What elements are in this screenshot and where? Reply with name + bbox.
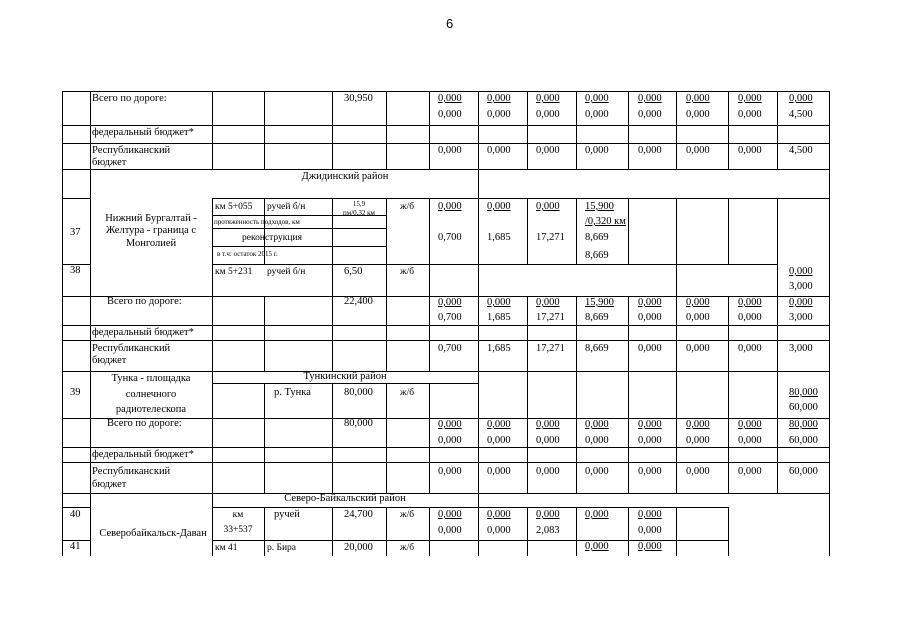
- republic-value: 17,271: [536, 343, 565, 354]
- value-bottom: 0,000: [585, 435, 609, 446]
- grid-line: [676, 371, 677, 418]
- value-bottom: 4,500: [789, 109, 813, 120]
- grid-line: [777, 198, 778, 296]
- length: 6,50: [344, 266, 363, 277]
- road-name: Монголией: [125, 238, 177, 249]
- value-bottom: 0,000: [738, 109, 762, 120]
- value-bottom: 17,271: [536, 312, 565, 323]
- grid-line: [478, 493, 479, 556]
- grid-line: [728, 296, 729, 371]
- republic-value: 0,000: [536, 466, 560, 477]
- row-total-label: Всего по дороге:: [92, 93, 167, 104]
- value-bottom: 0,000: [686, 435, 710, 446]
- value-bottom: 0,000: [438, 525, 462, 536]
- grid-line: [676, 198, 677, 296]
- value-bottom: 0,000: [585, 109, 609, 120]
- grid-line: [576, 418, 577, 493]
- row-number: 37: [70, 227, 81, 238]
- grid-line: [628, 507, 629, 556]
- grid-line: [429, 296, 430, 371]
- republic-value: 0,000: [536, 145, 560, 156]
- grid-line: [676, 91, 677, 169]
- grid-line: [728, 198, 729, 264]
- grid-line: [62, 169, 829, 170]
- length: 20,000: [344, 542, 373, 553]
- road-name: Желтура - граница с: [105, 225, 197, 236]
- length: 24,700: [344, 509, 373, 520]
- length: 80,000: [344, 387, 373, 398]
- value-top: 15,900: [585, 297, 614, 308]
- grid-line: [62, 507, 90, 508]
- grid-line: [628, 371, 629, 418]
- object-name: ручей б/н: [267, 267, 306, 277]
- row-number: 39: [70, 387, 81, 398]
- republic-value: 1,685: [487, 343, 511, 354]
- road-name: Северобайкальск-Даван: [99, 528, 207, 539]
- remainder-note: в т.ч: остаток 2015 г.: [217, 250, 278, 258]
- republic-value: 0,000: [686, 145, 710, 156]
- grid-line: [777, 296, 778, 371]
- republic-value: 60,000: [789, 466, 818, 477]
- grid-line: [576, 507, 577, 556]
- grid-line: [332, 296, 333, 371]
- grid-line: [576, 198, 577, 264]
- value-top: 0,000: [487, 201, 511, 212]
- value-top: 0,000: [638, 541, 662, 552]
- value-top: 0,000: [638, 509, 662, 520]
- value-bottom: 0,000: [487, 525, 511, 536]
- grid-line: [576, 296, 577, 371]
- republic-value: 3,000: [789, 343, 813, 354]
- republic-budget-label: Республиканский: [92, 145, 171, 156]
- grid-line: [90, 296, 91, 371]
- value-top: 0,000: [738, 93, 762, 104]
- grid-line: [628, 198, 629, 264]
- grid-line: [264, 507, 265, 556]
- value-bottom: 0,000: [638, 109, 662, 120]
- value-top: 0,000: [738, 297, 762, 308]
- road-name: Тунка - площадка: [111, 373, 191, 384]
- grid-line: [90, 493, 91, 556]
- grid-line: [478, 371, 479, 418]
- value-bottom: 3,000: [789, 281, 813, 292]
- value-bottom: 60,000: [789, 435, 818, 446]
- grid-line: [332, 91, 333, 169]
- republic-value: 0,000: [686, 466, 710, 477]
- republic-budget-label: бюджет: [92, 479, 127, 490]
- work-type: реконструкция: [242, 233, 302, 243]
- grid-line: [62, 91, 829, 92]
- value-top: 0,000: [738, 419, 762, 430]
- grid-line: [212, 418, 213, 493]
- value-top: 0,000: [487, 297, 511, 308]
- value-top: 0,000: [638, 297, 662, 308]
- budget-table: [62, 91, 829, 556]
- value-top: 0,000: [438, 509, 462, 520]
- value-bottom: 3,000: [789, 312, 813, 323]
- value-top: 0,000: [585, 509, 609, 520]
- value-top: 0,000: [536, 509, 560, 520]
- row-total-value: 30,950: [344, 93, 373, 104]
- republic-value: 0,000: [638, 145, 662, 156]
- grid-line: [728, 371, 729, 418]
- row-number: 38: [70, 265, 81, 276]
- value-top: 0,000: [438, 297, 462, 308]
- grid-line: [676, 296, 677, 371]
- grid-line: [264, 383, 265, 418]
- bridge-type: ж/б: [400, 543, 415, 553]
- object-name: ручей: [274, 509, 300, 520]
- value-top: 0,000: [487, 93, 511, 104]
- value-bottom: 0,000: [438, 435, 462, 446]
- grid-line: [527, 418, 528, 493]
- republic-value: 0,000: [686, 343, 710, 354]
- value-bottom: 0,000: [686, 109, 710, 120]
- value-top: 80,000: [789, 387, 818, 398]
- km-label: км 5+231: [215, 267, 253, 277]
- value-bottom: 0,000: [487, 109, 511, 120]
- value-bottom: 8,669: [585, 312, 609, 323]
- grid-line: [386, 91, 387, 169]
- grid-line: [212, 507, 478, 508]
- grid-line: [62, 340, 829, 341]
- km-label: 33+537: [223, 525, 253, 535]
- grid-line: [212, 91, 213, 169]
- republic-budget-label: Республиканский: [92, 343, 171, 354]
- grid-line: [527, 371, 528, 418]
- value-top: 0,000: [487, 419, 511, 430]
- road-name: Нижний Бургалтай -: [105, 213, 197, 224]
- grid-line: [332, 383, 333, 418]
- value-bottom: 0,000: [536, 435, 560, 446]
- grid-line: [527, 198, 528, 264]
- grid-line: [212, 198, 829, 199]
- grid-line: [829, 91, 830, 556]
- grid-line: [676, 418, 677, 493]
- republic-value: 8,669: [585, 343, 609, 354]
- grid-line: [728, 507, 729, 556]
- grid-line: [212, 296, 213, 371]
- object-name: ручей б/н: [267, 202, 306, 212]
- value-top: 0,000: [487, 509, 511, 520]
- grid-line: [429, 507, 430, 556]
- value-top: 0,000: [789, 297, 813, 308]
- bridge-type: ж/б: [400, 267, 415, 277]
- road-name: солнечного: [125, 389, 177, 400]
- grid-line: [478, 169, 479, 296]
- value-bottom: 0,000: [738, 312, 762, 323]
- bridge-type: ж/б: [400, 388, 415, 398]
- republic-value: 0,700: [438, 343, 462, 354]
- value-bottom: 0,000: [638, 435, 662, 446]
- grid-line: [212, 228, 386, 229]
- value-top: 15,900: [585, 201, 614, 212]
- value-bottom: 0,000: [438, 109, 462, 120]
- value-bottom: 0,000: [638, 312, 662, 323]
- value-top: 0,000: [585, 419, 609, 430]
- grid-line: [90, 418, 91, 493]
- value-top: 0,000: [686, 419, 710, 430]
- district-title: Джидинский район: [301, 171, 389, 182]
- republic-value: 0,000: [487, 466, 511, 477]
- republic-budget-label: бюджет: [92, 157, 127, 168]
- value-top: 0,000: [536, 201, 560, 212]
- grid-line: [777, 418, 778, 493]
- value-bottom: 0,700: [438, 232, 462, 243]
- grid-line: [478, 418, 479, 493]
- grid-line: [429, 383, 430, 418]
- grid-line: [62, 462, 829, 463]
- grid-line: [628, 418, 629, 493]
- length: 15,9: [352, 200, 366, 208]
- row-number: 41: [70, 541, 81, 552]
- republic-value: 0,000: [738, 145, 762, 156]
- value-top: 0,000: [536, 297, 560, 308]
- value-top: 0,000: [789, 266, 813, 277]
- republic-value: 0,000: [585, 466, 609, 477]
- value-top: 0,000: [686, 297, 710, 308]
- value-bottom: 8,669: [585, 232, 609, 243]
- grid-line: [386, 296, 387, 371]
- republic-budget-label: бюджет: [92, 355, 127, 366]
- value-top: 0,000: [686, 93, 710, 104]
- value-top: 0,000: [536, 93, 560, 104]
- grid-line: [777, 371, 778, 418]
- km-label: км 41: [215, 543, 238, 553]
- row-total-value: 22,400: [344, 296, 373, 307]
- grid-line: [62, 143, 829, 144]
- grid-line: [728, 418, 729, 493]
- grid-line: [429, 198, 430, 296]
- value-bottom: 1,685: [487, 312, 511, 323]
- value-top: 0,000: [585, 541, 609, 552]
- grid-line: [576, 371, 577, 418]
- republic-value: 0,000: [738, 343, 762, 354]
- value-bottom: 0,000: [686, 312, 710, 323]
- grid-line: [212, 198, 213, 296]
- grid-line: [264, 296, 265, 371]
- grid-line: [332, 507, 333, 556]
- row-total-label: Всего по дороге:: [107, 418, 182, 429]
- value-top: 0,000: [585, 93, 609, 104]
- grid-line: [676, 507, 677, 556]
- bridge-type: ж/б: [400, 510, 415, 520]
- grid-line: [728, 91, 729, 169]
- grid-line: [62, 325, 829, 326]
- value-bottom: 0,000: [536, 109, 560, 120]
- value-bottom: 60,000: [789, 402, 818, 413]
- grid-line: [429, 418, 430, 493]
- grid-line: [628, 91, 629, 169]
- row-number: 40: [70, 509, 81, 520]
- approach-note: протяженность подходов, км: [214, 218, 300, 226]
- value-top: /0,320 км: [585, 216, 626, 227]
- republic-value: 0,000: [585, 145, 609, 156]
- road-name: радиотелескопа: [115, 404, 187, 415]
- grid-line: [527, 91, 528, 169]
- value-bottom: 1,685: [487, 232, 511, 243]
- republic-value: 0,000: [738, 466, 762, 477]
- value-top: 0,000: [638, 419, 662, 430]
- grid-line: [62, 198, 90, 199]
- object-name: р. Тунка: [274, 387, 311, 398]
- grid-line: [212, 264, 778, 265]
- grid-line: [777, 91, 778, 169]
- federal-budget-label: федеральный бюджет*: [92, 127, 194, 138]
- grid-line: [264, 91, 265, 169]
- grid-line: [62, 91, 63, 556]
- value-bottom: 17,271: [536, 232, 565, 243]
- value-top: 0,000: [438, 419, 462, 430]
- value-bottom: 0,000: [487, 435, 511, 446]
- grid-line: [62, 125, 829, 126]
- value-top: 0,000: [438, 93, 462, 104]
- grid-line: [429, 91, 430, 169]
- value-top: 0,000: [536, 419, 560, 430]
- km-label: км 5+055: [215, 202, 253, 212]
- km-label: км: [232, 510, 244, 520]
- page-number: 6: [446, 16, 454, 31]
- grid-line: [527, 296, 528, 371]
- federal-budget-label: федеральный бюджет*: [92, 327, 194, 338]
- republic-value: 0,000: [438, 145, 462, 156]
- republic-value: 0,000: [438, 466, 462, 477]
- grid-line: [576, 91, 577, 169]
- grid-line: [527, 507, 528, 556]
- grid-line: [212, 383, 478, 384]
- grid-line: [478, 507, 728, 508]
- grid-line: [386, 198, 387, 296]
- grid-line: [386, 507, 387, 556]
- grid-line: [212, 246, 386, 247]
- district-title: Тункинский район: [303, 371, 387, 382]
- grid-line: [90, 91, 91, 169]
- row-total-label: Всего по дороге:: [107, 296, 182, 307]
- grid-line: [478, 296, 479, 371]
- value-bottom: 0,700: [438, 312, 462, 323]
- row-total-value: 80,000: [344, 418, 373, 429]
- value-bottom: 2,083: [536, 525, 560, 536]
- object-name: р. Бира: [267, 543, 297, 553]
- remainder-value: 8,669: [585, 250, 609, 261]
- value-top: 0,000: [438, 201, 462, 212]
- length-unit: пм/0,32 км: [343, 209, 375, 217]
- republic-value: 0,000: [638, 343, 662, 354]
- value-top: 80,000: [789, 419, 818, 430]
- republic-budget-label: Республиканский: [92, 466, 171, 477]
- republic-value: 0,000: [487, 145, 511, 156]
- district-title: Северо-Байкальский район: [284, 493, 406, 504]
- value-top: 0,000: [789, 93, 813, 104]
- value-top: 0,000: [638, 93, 662, 104]
- value-bottom: 0,000: [738, 435, 762, 446]
- grid-line: [264, 418, 265, 493]
- grid-line: [386, 383, 387, 418]
- grid-line: [332, 418, 333, 493]
- republic-value: 4,500: [789, 145, 813, 156]
- grid-line: [628, 296, 629, 371]
- grid-line: [478, 91, 479, 169]
- republic-value: 0,000: [638, 466, 662, 477]
- grid-line: [62, 447, 829, 448]
- value-bottom: 0,000: [638, 525, 662, 536]
- bridge-type: ж/б: [400, 202, 415, 212]
- federal-budget-label: федеральный бюджет*: [92, 449, 194, 460]
- grid-line: [386, 418, 387, 493]
